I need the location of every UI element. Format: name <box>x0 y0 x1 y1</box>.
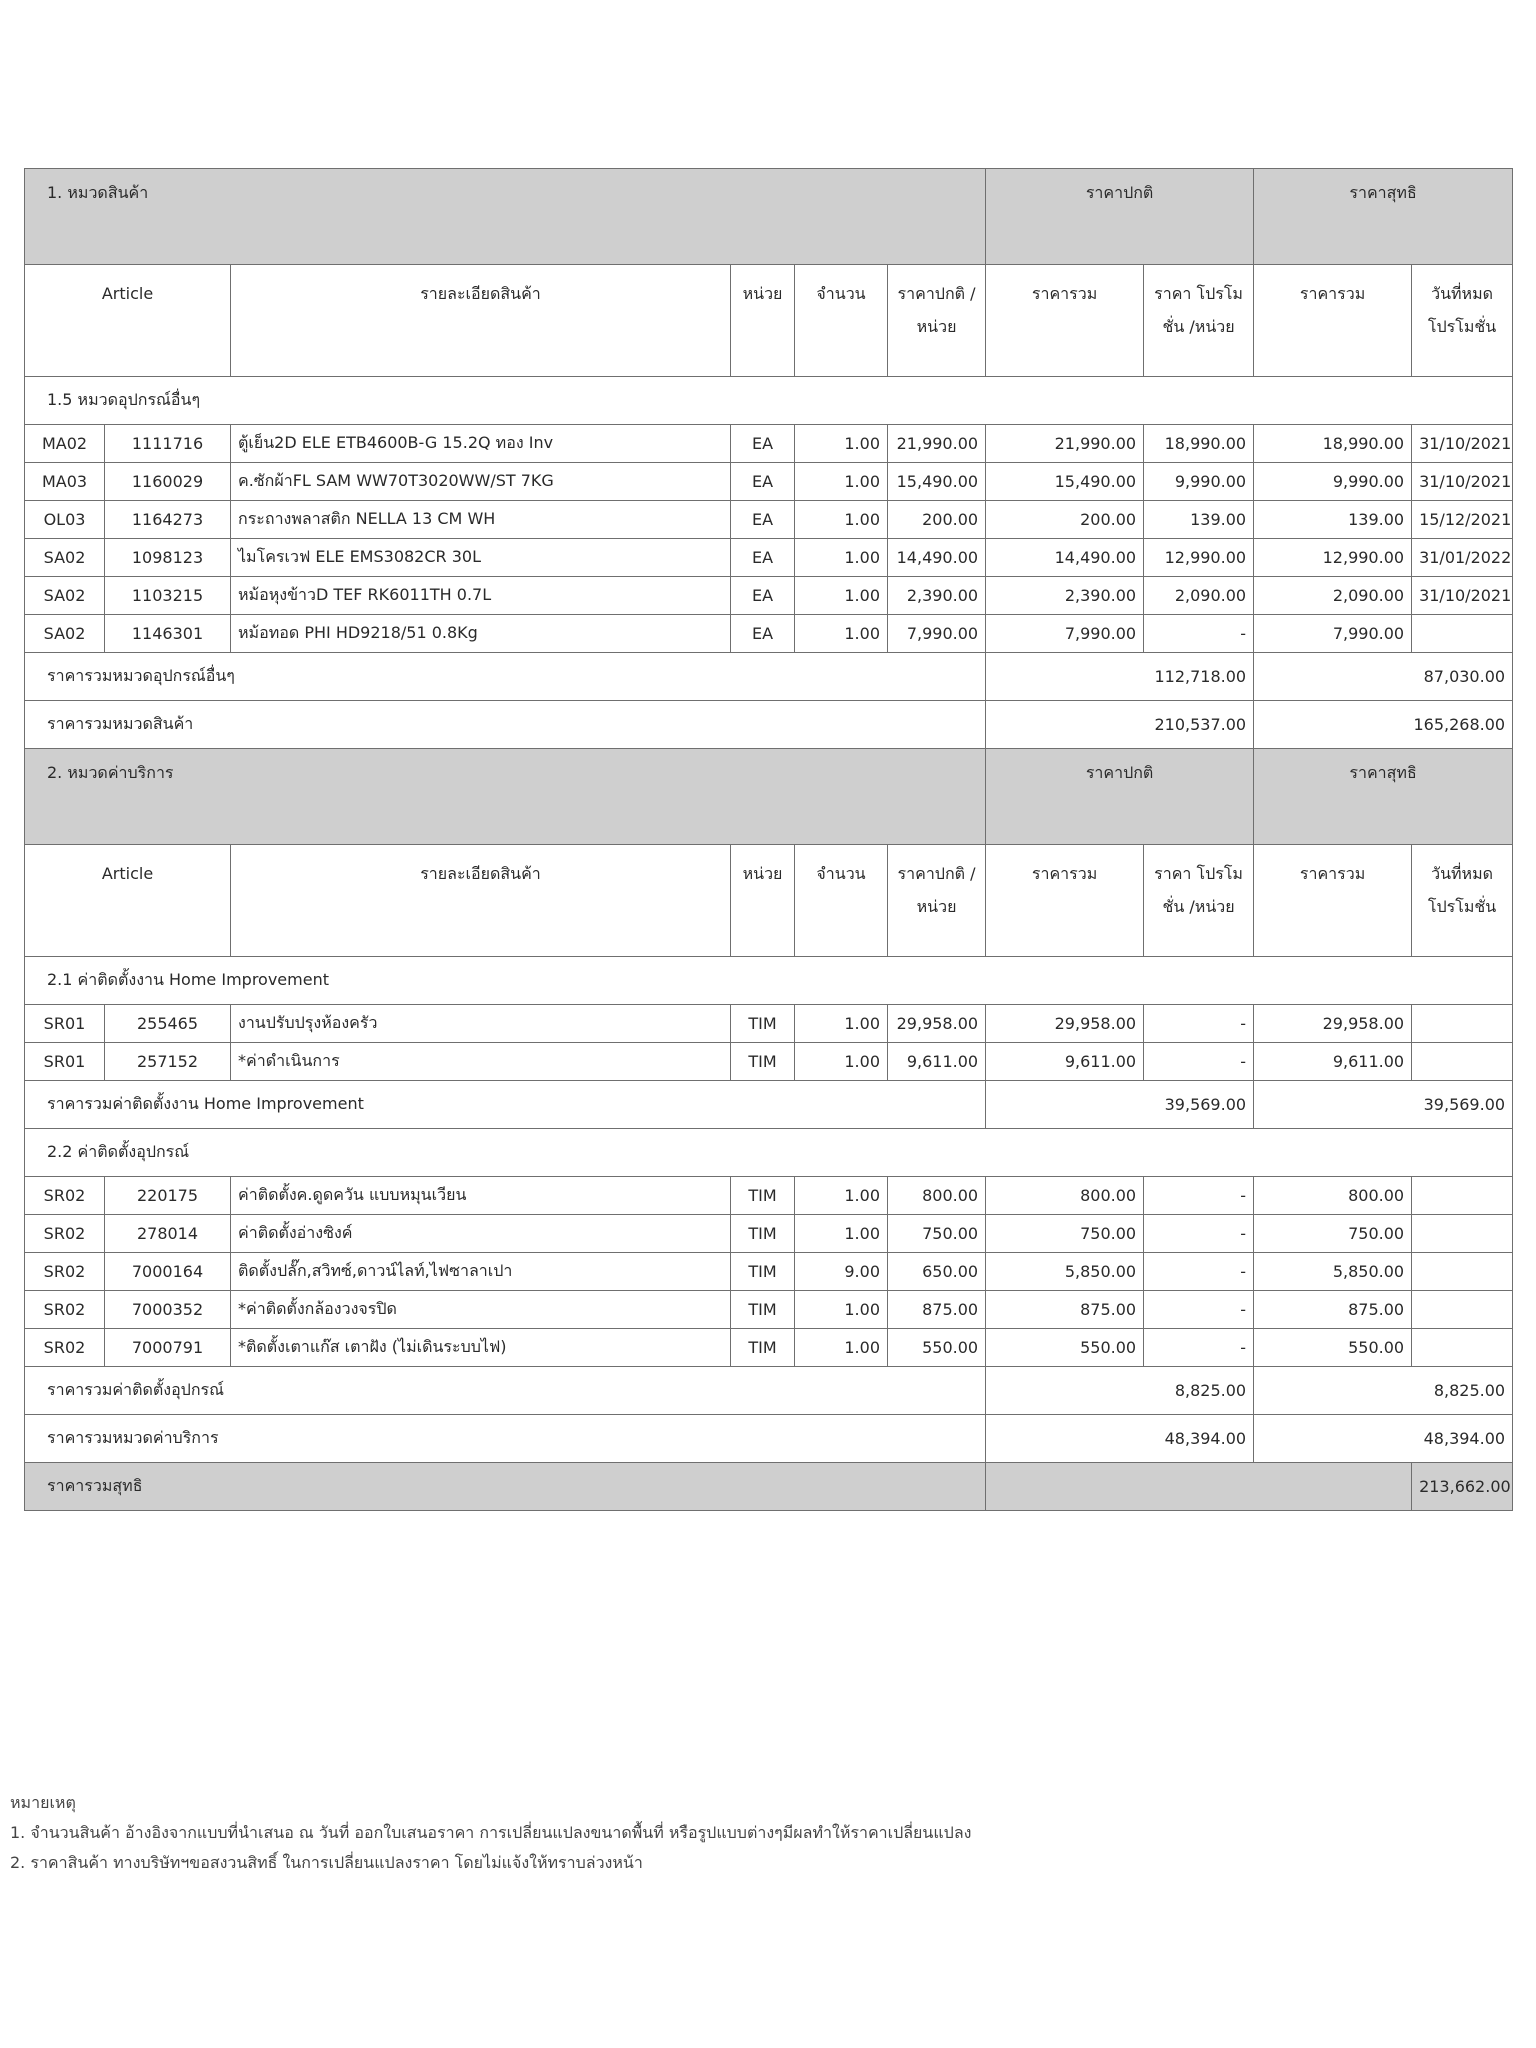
cell-total: 550.00 <box>986 1329 1144 1367</box>
cell-promo-total: 875.00 <box>1254 1291 1412 1329</box>
column-header-row <box>25 265 1513 377</box>
col-promo-unit-price: ราคา โปรโมชั่น /หน่วย <box>1144 845 1254 957</box>
cell-description: ไมโครเวฟ ELE EMS3082CR 30L <box>231 539 731 577</box>
col-total: ราคารวม <box>986 845 1144 957</box>
cell-promo-end: 31/10/2021 <box>1412 577 1513 615</box>
col-description: รายละเอียดสินค้า <box>231 845 731 957</box>
section-total-net: 48,394.00 <box>1254 1415 1513 1463</box>
cell-unit-price: 875.00 <box>888 1291 986 1329</box>
section-header <box>25 169 1513 265</box>
column-header-row <box>25 845 1513 957</box>
cell-unit-price: 29,958.00 <box>888 1005 986 1043</box>
cell-description: ค่าติดตั้งอ่างซิงค์ <box>231 1215 731 1253</box>
cell-promo-end: 31/10/2021 <box>1412 425 1513 463</box>
cell-promo-end <box>1412 1253 1513 1291</box>
cell-qty: 1.00 <box>795 1329 888 1367</box>
normal-price-header: ราคาปกติ <box>986 749 1254 845</box>
cell-unit: TIM <box>731 1177 795 1215</box>
table-row <box>25 463 1513 501</box>
cell-unit: TIM <box>731 1329 795 1367</box>
col-description: รายละเอียดสินค้า <box>231 265 731 377</box>
cell-code: MA03 <box>25 463 105 501</box>
subtotal-label: ราคารวมหมวดอุปกรณ์อื่นๆ <box>25 653 986 701</box>
subtotal-net: 87,030.00 <box>1254 653 1513 701</box>
cell-total: 29,958.00 <box>986 1005 1144 1043</box>
table-row <box>25 1253 1513 1291</box>
table-row <box>25 425 1513 463</box>
cell-promo-end <box>1412 1329 1513 1367</box>
cell-description: งานปรับปรุงห้องครัว <box>231 1005 731 1043</box>
section-title: 1. หมวดสินค้า <box>25 169 986 265</box>
subtotal-row <box>25 653 1513 701</box>
cell-promo-total: 29,958.00 <box>1254 1005 1412 1043</box>
cell-qty: 9.00 <box>795 1253 888 1291</box>
cell-qty: 1.00 <box>795 539 888 577</box>
remarks-title: หมายเหตุ <box>10 1793 76 1812</box>
section-total-label: ราคารวมหมวดค่าบริการ <box>25 1415 986 1463</box>
quotation-table <box>24 168 1513 1511</box>
cell-article: 278014 <box>105 1215 231 1253</box>
cell-article: 1111716 <box>105 425 231 463</box>
cell-promo-price: - <box>1144 1005 1254 1043</box>
cell-promo-end: 15/12/2021 <box>1412 501 1513 539</box>
subtotal-row <box>25 1367 1513 1415</box>
cell-article: 7000352 <box>105 1291 231 1329</box>
cell-unit-price: 800.00 <box>888 1177 986 1215</box>
table-row <box>25 1043 1513 1081</box>
subsection-title: 2.1 ค่าติดตั้งงาน Home Improvement <box>25 957 1513 1005</box>
cell-promo-end <box>1412 1177 1513 1215</box>
cell-total: 14,490.00 <box>986 539 1144 577</box>
subsection-title: 2.2 ค่าติดตั้งอุปกรณ์ <box>25 1129 1513 1177</box>
cell-total: 21,990.00 <box>986 425 1144 463</box>
cell-promo-price: - <box>1144 1291 1254 1329</box>
cell-description: ตู้เย็น2D ELE ETB4600B-G 15.2Q ทอง Inv <box>231 425 731 463</box>
cell-promo-end <box>1412 615 1513 653</box>
cell-code: MA02 <box>25 425 105 463</box>
cell-unit-price: 9,611.00 <box>888 1043 986 1081</box>
grand-total-row <box>25 1463 1513 1511</box>
subsection-title: 1.5 หมวดอุปกรณ์อื่นๆ <box>25 377 1513 425</box>
cell-article: 1164273 <box>105 501 231 539</box>
cell-unit-price: 650.00 <box>888 1253 986 1291</box>
cell-unit-price: 2,390.00 <box>888 577 986 615</box>
cell-promo-price: - <box>1144 1329 1254 1367</box>
cell-promo-total: 18,990.00 <box>1254 425 1412 463</box>
cell-unit: EA <box>731 463 795 501</box>
table-row <box>25 1291 1513 1329</box>
col-unit-price: ราคาปกติ /หน่วย <box>888 845 986 957</box>
cell-promo-end <box>1412 1291 1513 1329</box>
cell-article: 257152 <box>105 1043 231 1081</box>
cell-promo-total: 7,990.00 <box>1254 615 1412 653</box>
cell-description: *ค่าติดตั้งกล้องวงจรปิด <box>231 1291 731 1329</box>
cell-code: SR02 <box>25 1329 105 1367</box>
table-row <box>25 1329 1513 1367</box>
net-price-header: ราคาสุทธิ <box>1254 169 1513 265</box>
subtotal-label: ราคารวมค่าติดตั้งงาน Home Improvement <box>25 1081 986 1129</box>
cell-qty: 1.00 <box>795 425 888 463</box>
col-promo-end: วันที่หมด โปรโมชั่น <box>1412 845 1513 957</box>
grand-total-value: 213,662.00 <box>1412 1463 1513 1511</box>
subtotal-label: ราคารวมค่าติดตั้งอุปกรณ์ <box>25 1367 986 1415</box>
cell-code: SA02 <box>25 577 105 615</box>
cell-unit: TIM <box>731 1005 795 1043</box>
cell-promo-price: - <box>1144 1043 1254 1081</box>
subtotal-normal: 8,825.00 <box>986 1367 1254 1415</box>
cell-unit-price: 21,990.00 <box>888 425 986 463</box>
cell-qty: 1.00 <box>795 1215 888 1253</box>
cell-unit-price: 7,990.00 <box>888 615 986 653</box>
col-unit: หน่วย <box>731 265 795 377</box>
net-price-header: ราคาสุทธิ <box>1254 749 1513 845</box>
col-qty: จำนวน <box>795 265 888 377</box>
cell-total: 800.00 <box>986 1177 1144 1215</box>
grand-total-label: ราคารวมสุทธิ <box>25 1463 986 1511</box>
cell-promo-price: 2,090.00 <box>1144 577 1254 615</box>
cell-description: *ติดตั้งเตาแก๊ส เตาฝัง (ไม่เดินระบบไฟ) <box>231 1329 731 1367</box>
cell-unit-price: 550.00 <box>888 1329 986 1367</box>
cell-description: *ค่าดำเนินการ <box>231 1043 731 1081</box>
table-row <box>25 615 1513 653</box>
cell-unit: EA <box>731 501 795 539</box>
table-row <box>25 1005 1513 1043</box>
col-promo-total: ราคารวม <box>1254 845 1412 957</box>
cell-promo-total: 2,090.00 <box>1254 577 1412 615</box>
cell-promo-end <box>1412 1043 1513 1081</box>
cell-unit: TIM <box>731 1253 795 1291</box>
cell-total: 5,850.00 <box>986 1253 1144 1291</box>
cell-promo-total: 750.00 <box>1254 1215 1412 1253</box>
cell-code: OL03 <box>25 501 105 539</box>
subsection-header <box>25 377 1513 425</box>
col-unit: หน่วย <box>731 845 795 957</box>
cell-article: 1103215 <box>105 577 231 615</box>
section-total-label: ราคารวมหมวดสินค้า <box>25 701 986 749</box>
cell-code: SR02 <box>25 1215 105 1253</box>
cell-qty: 1.00 <box>795 1005 888 1043</box>
cell-promo-price: 12,990.00 <box>1144 539 1254 577</box>
cell-article: 255465 <box>105 1005 231 1043</box>
cell-promo-total: 139.00 <box>1254 501 1412 539</box>
section-header <box>25 749 1513 845</box>
subtotal-row <box>25 1081 1513 1129</box>
remarks <box>10 1788 1510 1878</box>
cell-promo-total: 12,990.00 <box>1254 539 1412 577</box>
cell-promo-price: - <box>1144 1215 1254 1253</box>
cell-article: 1098123 <box>105 539 231 577</box>
cell-total: 7,990.00 <box>986 615 1144 653</box>
cell-promo-price: 18,990.00 <box>1144 425 1254 463</box>
cell-total: 200.00 <box>986 501 1144 539</box>
cell-promo-total: 800.00 <box>1254 1177 1412 1215</box>
table-row <box>25 501 1513 539</box>
cell-unit-price: 15,490.00 <box>888 463 986 501</box>
normal-price-header: ราคาปกติ <box>986 169 1254 265</box>
cell-promo-end <box>1412 1005 1513 1043</box>
grand-total-spacer <box>986 1463 1412 1511</box>
cell-description: หม้อทอด PHI HD9218/51 0.8Kg <box>231 615 731 653</box>
subtotal-normal: 39,569.00 <box>986 1081 1254 1129</box>
cell-unit-price: 14,490.00 <box>888 539 986 577</box>
col-article: Article <box>25 845 231 957</box>
cell-promo-total: 9,611.00 <box>1254 1043 1412 1081</box>
cell-code: SR01 <box>25 1043 105 1081</box>
cell-unit-price: 200.00 <box>888 501 986 539</box>
col-unit-price: ราคาปกติ /หน่วย <box>888 265 986 377</box>
cell-code: SR01 <box>25 1005 105 1043</box>
cell-article: 7000164 <box>105 1253 231 1291</box>
cell-unit: EA <box>731 425 795 463</box>
cell-article: 7000791 <box>105 1329 231 1367</box>
section-title: 2. หมวดค่าบริการ <box>25 749 986 845</box>
cell-promo-end: 31/10/2021 <box>1412 463 1513 501</box>
cell-qty: 1.00 <box>795 463 888 501</box>
cell-promo-price: 139.00 <box>1144 501 1254 539</box>
subsection-header <box>25 957 1513 1005</box>
remark-item: 1. จำนวนสินค้า อ้างอิงจากแบบที่นำเสนอ ณ วันที่ ออกใบเสนอราคา การเปลี่ยนแปลงขนาดพื้นที่ หรือรูปแบบต่างๆมีผลทำให้ราคาเปลี่ยนแปลง <box>10 1823 972 1842</box>
section-total-net: 165,268.00 <box>1254 701 1513 749</box>
col-total: ราคารวม <box>986 265 1144 377</box>
table-row <box>25 1215 1513 1253</box>
cell-qty: 1.00 <box>795 1043 888 1081</box>
cell-promo-total: 5,850.00 <box>1254 1253 1412 1291</box>
section-total-normal: 48,394.00 <box>986 1415 1254 1463</box>
cell-unit-price: 750.00 <box>888 1215 986 1253</box>
cell-unit: TIM <box>731 1291 795 1329</box>
cell-promo-total: 550.00 <box>1254 1329 1412 1367</box>
cell-unit: EA <box>731 615 795 653</box>
cell-qty: 1.00 <box>795 1177 888 1215</box>
cell-unit: EA <box>731 539 795 577</box>
cell-description: ค.ซักผ้าFL SAM WW70T3020WW/ST 7KG <box>231 463 731 501</box>
col-promo-end: วันที่หมด โปรโมชั่น <box>1412 265 1513 377</box>
cell-description: ติดตั้งปลั๊ก,สวิทซ์,ดาวน์ไลท์,ไฟซาลาเปา <box>231 1253 731 1291</box>
remark-item: 2. ราคาสินค้า ทางบริษัทฯขอสงวนสิทธิ์ ในการเปลี่ยนแปลงราคา โดยไม่แจ้งให้ทราบล่วงหน้า <box>10 1853 643 1872</box>
cell-promo-price: - <box>1144 1177 1254 1215</box>
cell-description: กระถางพลาสติก NELLA 13 CM WH <box>231 501 731 539</box>
cell-total: 750.00 <box>986 1215 1144 1253</box>
table-row <box>25 539 1513 577</box>
cell-promo-price: - <box>1144 615 1254 653</box>
section-total-row <box>25 701 1513 749</box>
cell-article: 1160029 <box>105 463 231 501</box>
cell-qty: 1.00 <box>795 577 888 615</box>
section-total-normal: 210,537.00 <box>986 701 1254 749</box>
section-total-row <box>25 1415 1513 1463</box>
cell-total: 15,490.00 <box>986 463 1144 501</box>
cell-promo-end <box>1412 1215 1513 1253</box>
cell-article: 1146301 <box>105 615 231 653</box>
cell-total: 875.00 <box>986 1291 1144 1329</box>
cell-code: SA02 <box>25 539 105 577</box>
cell-unit: TIM <box>731 1043 795 1081</box>
subtotal-net: 39,569.00 <box>1254 1081 1513 1129</box>
cell-promo-price: 9,990.00 <box>1144 463 1254 501</box>
cell-qty: 1.00 <box>795 1291 888 1329</box>
cell-total: 9,611.00 <box>986 1043 1144 1081</box>
cell-qty: 1.00 <box>795 615 888 653</box>
cell-code: SA02 <box>25 615 105 653</box>
cell-description: หม้อหุงข้าวD TEF RK6011TH 0.7L <box>231 577 731 615</box>
col-article: Article <box>25 265 231 377</box>
subtotal-normal: 112,718.00 <box>986 653 1254 701</box>
col-promo-total: ราคารวม <box>1254 265 1412 377</box>
cell-promo-total: 9,990.00 <box>1254 463 1412 501</box>
cell-code: SR02 <box>25 1253 105 1291</box>
cell-description: ค่าติดตั้งค.ดูดควัน แบบหมุนเวียน <box>231 1177 731 1215</box>
subsection-header <box>25 1129 1513 1177</box>
subtotal-net: 8,825.00 <box>1254 1367 1513 1415</box>
cell-qty: 1.00 <box>795 501 888 539</box>
cell-code: SR02 <box>25 1291 105 1329</box>
cell-promo-end: 31/01/2022 <box>1412 539 1513 577</box>
cell-total: 2,390.00 <box>986 577 1144 615</box>
cell-promo-price: - <box>1144 1253 1254 1291</box>
cell-article: 220175 <box>105 1177 231 1215</box>
col-qty: จำนวน <box>795 845 888 957</box>
cell-unit: TIM <box>731 1215 795 1253</box>
col-promo-unit-price: ราคา โปรโมชั่น /หน่วย <box>1144 265 1254 377</box>
cell-unit: EA <box>731 577 795 615</box>
table-row <box>25 577 1513 615</box>
cell-code: SR02 <box>25 1177 105 1215</box>
table-row <box>25 1177 1513 1215</box>
